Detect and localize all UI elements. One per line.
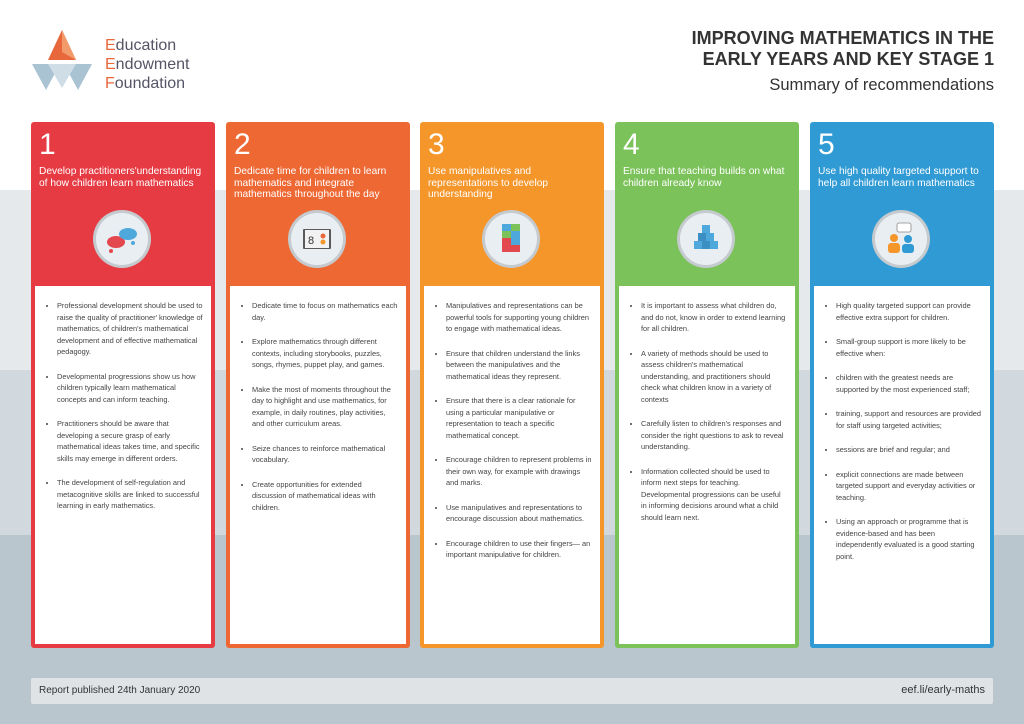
list-item: • training, support and resources are provided for staff using targeted activities; (836, 408, 982, 431)
list-item: • Seize chances to reinforce mathematical vocabulary. (252, 443, 398, 466)
recommendation-points (619, 286, 795, 644)
recommendation-card-5 (810, 122, 994, 648)
list-item: • sessions are brief and regular; and (836, 444, 982, 456)
list-item: • Use manipulatives and representations to encourage discussion about mathematics. (446, 502, 592, 525)
recommendation-heading: Ensure that teaching builds on what children already know (623, 166, 785, 189)
eef-triangles-icon (30, 30, 94, 92)
svg-text:8: 8 (308, 235, 315, 247)
list-item: • Using an approach or programme that is evidence-based and has been independently evaluated is a good starting point. (836, 516, 982, 562)
list-item: • Small-group support is more likely to be effective when: (836, 336, 982, 359)
storybook-icon (288, 210, 346, 268)
list-item: • children with the greatest needs are supported by the most experienced staff; (836, 372, 982, 395)
list-item: • Ensure that children understand the links between the manipulatives and the mathematical ideas they represent. (446, 348, 592, 383)
title-line-1: IMPROVING MATHEMATICS IN THE (691, 28, 994, 48)
thought-bubbles-icon (93, 210, 151, 268)
list-item: • Ensure that there is a clear rationale for using a particular manipulative or representation to teach a specific mathematical concept. (446, 395, 592, 441)
list-item: • Explore mathematics through different contexts, including storybooks, puzzles, songs, rhymes, puppet play, and games. (252, 336, 398, 371)
title-line-2: EARLY YEARS AND KEY STAGE 1 (702, 49, 994, 69)
publication-date: Report published 24th January 2020 (39, 685, 201, 696)
list-item: • Encourage children to represent problems in their own way, for example with drawings and marks. (446, 454, 592, 489)
recommendation-points (35, 286, 211, 644)
eef-logo (30, 30, 230, 100)
recommendation-points (424, 286, 600, 644)
list-item: • explicit connections are made between targeted support and everyday activities or teaching. (836, 469, 982, 504)
recommendation-number: 2 (234, 128, 251, 161)
recommendation-heading: Dedicate time for children to learn mathematics and integrate mathematics throughout the day (234, 166, 387, 200)
recommendation-points (230, 286, 406, 644)
recommendation-heading: Develop practitioners'understanding of how children learn mathematics (39, 166, 202, 189)
org-name: Education Endowment Foundation (105, 37, 190, 92)
recommendation-number: 5 (818, 128, 835, 161)
report-link[interactable]: eef.li/early-maths (901, 684, 985, 696)
recommendation-card-1 (31, 122, 215, 648)
recommendation-points (814, 286, 990, 644)
page-subtitle: Summary of recommendations (769, 76, 994, 94)
recommendation-number: 1 (39, 128, 56, 161)
list-item: • Developmental progressions show us how children typically learn mathematical concepts and can inform teaching. (57, 371, 203, 406)
list-item: • Dedicate time to focus on mathematics each day. (252, 300, 398, 323)
footer-bar (31, 678, 993, 704)
recommendation-card-2 (226, 122, 410, 648)
list-item: • Practitioners should be aware that developing a secure grasp of early mathematical ideas takes time, and specific skills may emerge in different orders. (57, 418, 203, 464)
list-item: • A variety of methods should be used to assess children's mathematical understanding, and practitioners should check what children know in a variety of contexts (641, 348, 787, 406)
list-item: • High quality targeted support can provide effective extra support for children. (836, 300, 982, 323)
list-item: • Professional development should be used to raise the quality of practitioner' knowledge of mathematics, of children's mathematical development and of effective mathematical pedagogy. (57, 300, 203, 358)
list-item: • Manipulatives and representations can be powerful tools for supporting young children to engage with mathematical ideas. (446, 300, 592, 335)
stacking-cubes-icon (482, 210, 540, 268)
recommendation-card-4 (615, 122, 799, 648)
recommendation-heading: Use manipulatives and representations to develop understanding (428, 166, 549, 200)
list-item: • Make the most of moments throughout the day to highlight and use mathematics, for example, in daily routines, play activities, and other curriculum areas. (252, 384, 398, 430)
page-title (692, 28, 994, 95)
list-item: • Information collected should be used to inform next steps for teaching. Developmental progressions can be useful in informing decisions around what a child should learn next. (641, 466, 787, 524)
block-pyramid-icon (677, 210, 735, 268)
list-item: • Create opportunities for extended discussion of mathematical ideas with children. (252, 479, 398, 514)
recommendation-number: 3 (428, 128, 445, 161)
list-item: • It is important to assess what children do, and do not, know in order to extend learning for all children. (641, 300, 787, 335)
recommendation-number: 4 (623, 128, 640, 161)
list-item: • Carefully listen to children's responses and consider the right questions to ask to reveal understanding. (641, 418, 787, 453)
recommendation-card-3 (420, 122, 604, 648)
recommendation-heading: Use high quality targeted support to help all children learn mathematics (818, 166, 979, 189)
list-item: • The development of self-regulation and metacognitive skills are linked to successful learning in early mathematics. (57, 477, 203, 512)
people-speech-icon (872, 210, 930, 268)
list-item: • Encourage children to use their fingers— an important manipulative for children. (446, 538, 592, 561)
